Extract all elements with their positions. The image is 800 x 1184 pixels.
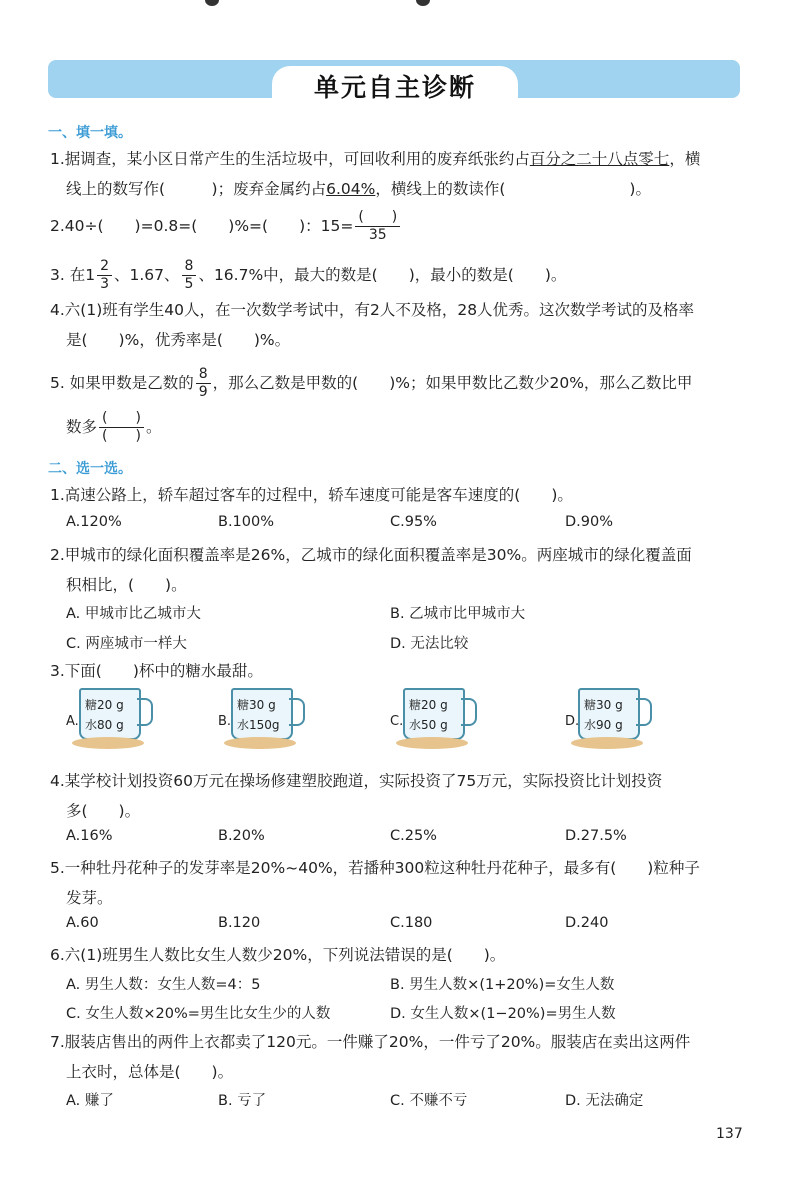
cup-option-b: [218, 686, 328, 758]
question-1-4-line2: 是( )%，优秀率是( )%。: [66, 331, 291, 349]
option-b: B. 乙城市比甲城市大: [390, 606, 526, 622]
saucer: [72, 737, 144, 749]
option-d: D.240: [565, 915, 609, 931]
cup-option-d: [565, 686, 675, 758]
mug-icon: [403, 688, 465, 740]
sugar-amount: 糖30 g: [584, 698, 623, 712]
mug-handle: [137, 698, 153, 726]
text: 。: [145, 418, 162, 436]
question-1-1-line1: [50, 148, 700, 170]
text: 3. 在1: [50, 266, 96, 284]
text: ，横线上的数读作( )。: [375, 180, 651, 198]
cup-option-c: [390, 686, 500, 758]
denominator: 3: [100, 276, 109, 292]
question-1-3: [50, 258, 566, 293]
binding-mark: [416, 0, 430, 6]
question-2-7-line1: 7.服装店售出的两件上衣都卖了120元。一件赚了20%，一件亏了20%。服装店在卖出这两件: [50, 1033, 691, 1051]
text: 2.40÷( )=0.8=( )%=( )：15=: [50, 217, 354, 235]
fraction: [196, 366, 211, 401]
option-c: C. 不赚不亏: [390, 1093, 468, 1109]
saucer: [396, 737, 468, 749]
question-2-4-line1: 4.某学校计划投资60万元在操场修建塑胶跑道，实际投资了75万元，实际投资比计划投资: [50, 772, 663, 790]
option-c: C.180: [390, 915, 433, 931]
saucer: [571, 737, 643, 749]
text: 5. 如果甲数是乙数的: [50, 374, 194, 392]
fraction: [97, 258, 112, 293]
cup-option-a: [66, 686, 176, 758]
question-2-5-line1: 5.一种牡丹花种子的发芽率是20%~40%，若播种300粒这种牡丹花种子，最多有( )粒种子: [50, 859, 700, 877]
binding-mark: [205, 0, 219, 6]
numerator: 8: [182, 258, 197, 276]
option-d: D. 女生人数×(1−20%)=男生人数: [390, 1006, 616, 1022]
denominator: 35: [368, 227, 387, 243]
option-a: A. 男生人数：女生人数=4：5: [66, 977, 261, 993]
question-2-2-line1: 2.甲城市的绿化面积覆盖率是26%，乙城市的绿化面积覆盖率是30%。两座城市的绿化覆盖面: [50, 546, 692, 564]
text: 数多: [66, 418, 98, 436]
section-title-fill: 一、填一填。: [48, 125, 132, 141]
cup-label: A.: [66, 714, 79, 729]
saucer: [224, 737, 296, 749]
water-amount: 水50 g: [409, 718, 448, 732]
text: 线上的数写作( )；废弃金属约占: [66, 180, 327, 198]
option-b: B. 亏了: [218, 1093, 267, 1109]
text: 1.据调查，某小区日常产生的生活垃圾中，可回收利用的废弃纸张约占: [50, 150, 530, 168]
water-amount: 水80 g: [85, 718, 124, 732]
option-b: B.120: [218, 915, 261, 931]
water-amount: 水150g: [237, 718, 280, 732]
question-2-3: 3.下面( )杯中的糖水最甜。: [50, 662, 263, 680]
option-c: C. 女生人数×20%=男生比女生少的人数: [66, 1006, 331, 1022]
option-d: D.27.5%: [565, 828, 627, 844]
page-number: 137: [716, 1126, 743, 1142]
text: ，横: [669, 150, 701, 168]
numerator: ( ): [355, 209, 400, 227]
mug-handle: [636, 698, 652, 726]
option-a: A.120%: [66, 514, 122, 530]
option-b: B.20%: [218, 828, 265, 844]
option-d: D. 无法确定: [565, 1093, 644, 1109]
text: 、16.7%中，最大的数是( )，最小的数是( )。: [198, 266, 567, 284]
denominator: ( ): [102, 428, 141, 444]
water-amount: 水90 g: [584, 718, 623, 732]
option-a: A.16%: [66, 828, 113, 844]
option-c: C.95%: [390, 514, 437, 530]
mug-icon: [79, 688, 141, 740]
question-1-5-line2: [66, 410, 161, 445]
denominator: 5: [184, 276, 194, 292]
mug-icon: [578, 688, 640, 740]
numerator: 2: [97, 258, 112, 276]
underlined-text: 百分之二十八点零七: [529, 150, 670, 168]
option-c: C. 两座城市一样大: [66, 636, 187, 652]
fraction: [355, 209, 400, 244]
option-c: C.25%: [390, 828, 437, 844]
cup-label: D.: [565, 714, 580, 729]
question-1-4-line1: 4.六(1)班有学生40人，在一次数学考试中，有2人不及格，28人优秀。这次数学考试的及格率: [50, 301, 695, 319]
option-a: A.60: [66, 915, 99, 931]
question-2-1: 1.高速公路上，轿车超过客车的过程中，轿车速度可能是客车速度的( )。: [50, 486, 573, 504]
section-title-choose: 二、选一选。: [48, 461, 132, 477]
fraction: [182, 258, 197, 293]
question-2-2-line2: 积相比，( )。: [66, 576, 187, 594]
numerator: ( ): [99, 410, 144, 428]
option-b: B.100%: [218, 514, 275, 530]
mug-handle: [289, 698, 305, 726]
option-d: D. 无法比较: [390, 636, 469, 652]
option-a: A. 赚了: [66, 1093, 114, 1109]
question-2-4-line2: 多( )。: [66, 802, 141, 820]
text: ，那么乙数是甲数的( )%；如果甲数比乙数少20%，那么乙数比甲: [212, 374, 693, 392]
numerator: 8: [196, 366, 211, 384]
mug-handle: [461, 698, 477, 726]
sugar-amount: 糖20 g: [409, 698, 448, 712]
sugar-amount: 糖20 g: [85, 698, 124, 712]
underlined-text: 6.04%: [326, 180, 376, 198]
fraction: [99, 410, 144, 445]
question-1-2: [50, 209, 402, 244]
text: 、1.67、: [114, 266, 180, 284]
option-b: B. 男生人数×(1+20%)=女生人数: [390, 977, 615, 993]
question-2-5-line2: 发芽。: [66, 889, 113, 907]
option-a: A. 甲城市比乙城市大: [66, 606, 201, 622]
question-1-1-line2: [66, 177, 651, 199]
question-2-6: 6.六(1)班男生人数比女生人数少20%，下列说法错误的是( )。: [50, 946, 506, 964]
option-d: D.90%: [565, 514, 614, 530]
page-title: 单元自主诊断: [313, 73, 476, 102]
question-2-7-line2: 上衣时，总体是( )。: [66, 1063, 234, 1081]
cup-label: B.: [218, 714, 232, 729]
denominator: 9: [198, 384, 208, 400]
mug-icon: [231, 688, 293, 740]
cup-label: C.: [390, 714, 404, 729]
sugar-amount: 糖30 g: [237, 698, 276, 712]
question-1-5-line1: [50, 366, 692, 401]
